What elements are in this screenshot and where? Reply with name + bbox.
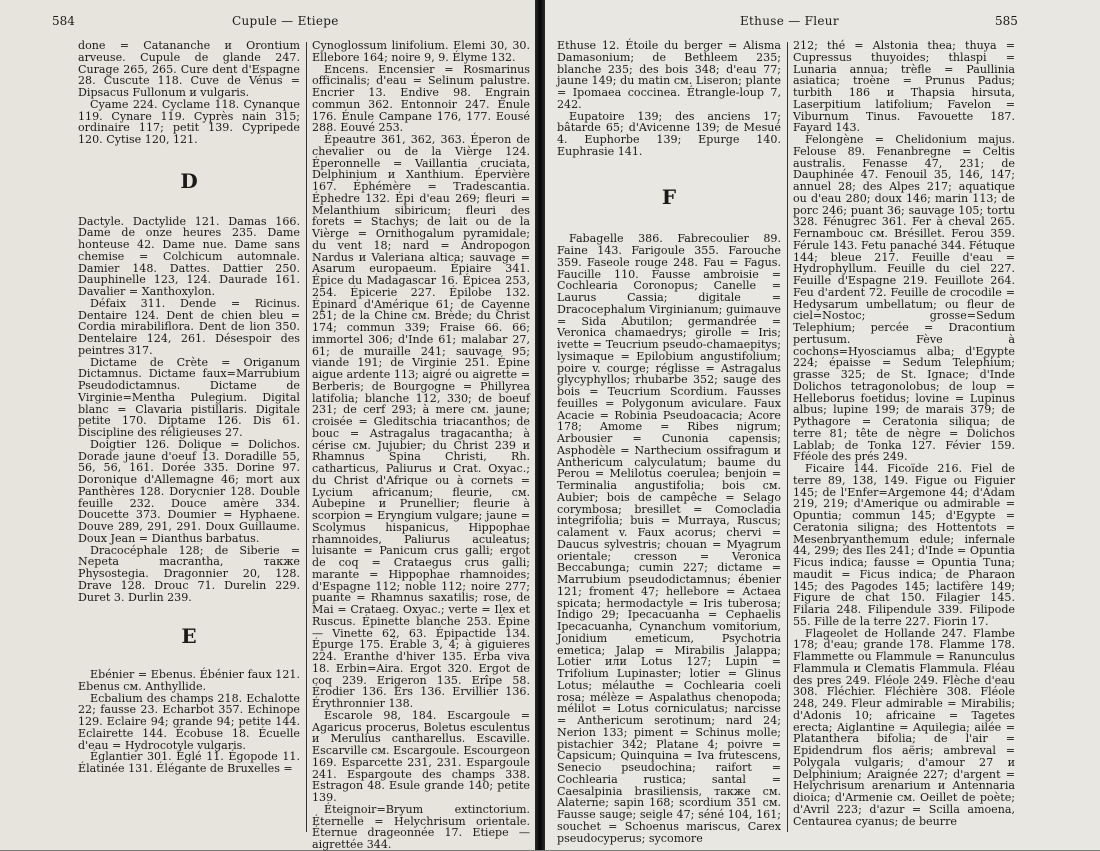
left-column-1 [78, 40, 300, 835]
entry-paragraph: Flageolet de Hollande 247. Flambe 178; d'eau; grande 178. Flamme 178. Flammette ou Flammule = Ranunculus Flammula и Clematis Flammula. Fléau des pres 249. Fléole 249. Flèche d'eau 308. Fléchier. Fléchière 308. Fléole 248, 249. Fleur admirable = Mirabilis; d'Adonis 10; africaine = Tagetes erecta; Aiglantine = Aquilegia; ailée = Platanthera bifolia; de l'air = Epidendrum flos aëris; ambreval = Polygala vulgaris; d'amour 27 и Delphinium; Araignée 227; d'argent = Helychrisum arenarium и Antennaria dioica; d'Armenie см. Oeillet de poète; d'Avril 223; d'azur = Scilla amoena, Centaurea cyanus; de beurre [793, 626, 1015, 828]
column-rule [787, 42, 788, 832]
entry-paragraph: Dracocéphale 128; de Siberie = Nepeta macrantha, также Physostegia. Dragonnier 20, 128. Drave 128. Drouc 71. Durelin 229. Duret 3. Durlin 239. [78, 543, 300, 604]
entry-paragraph: Ebénier = Ebenus. Ébénier faux 121. Ebenus см. Anthyllide. [78, 668, 300, 693]
entry-paragraph: Fabagelle 386. Fabrecoulier 89. Faine 143. Farigoule 355. Farouche 359. Faseole rouge 248. Fau = Fagus. Faucille 110. Fausse ambroisie = Cochlearia Coronopus; Canelle = Laurus Cassia; digitale = Dracocephalum Virginianum; guimauve = Sida Abutilon; germandrée = Veronica chamaedrys; girolle = Iris; ivette = Teucrium pseudo-chamaepitys; lysimaque = Epilobium angustifolium; poire v. courge; réglisse = Astragalus glycyphyllos; rhubarbe 352; sauge des bois = Teucrium Scordium. Fausses feuilles = Polygonum aviculare. Faux Acacie = Robinia Pseudoacacia; Acore 178; Amome = Ribes nigrum; Arbousier = Cunonia capensis; Asphodèle = Narthecium ossifragum и Anthericum calyculatum; baume du Perou = Melilotus coerulea; benjoin = Terminalia angustifolia; bois см. Aubier; bois de campêche = Selago corymbosa; bresillet = Comocladia integrifolia; buis = Murraya, Ruscus; calament v. Faux acorus; chervi = Daucus sylvestris; chouan = Myagrum orientale; cresson = Veronica Beccabunga; cumin 227; dictame = Marrubium pseudodictamnus; ébenier 121; froment 47; hellebore = Actaea spicata; hermodactyle = Iris tuberosa; Indigo 29; Ipecacuanha = Cephaelis Ipecacuanha, Cynanchum vomitorium, Jonidium emeticum, Psychotria emetica; Jalap = Mirabilis Jalappa; Lotier или Lotus 127; Lupin = Trifolium Lupinaster; lotier = Glinus Lotus; mélauthe = Cochlearia coeli rosa; mélèze = Aspalathus chenopoda; mélilot = Lotus corniculatus; narcisse = Anthericum serotinum; nard 24; Nerion 133; piment = Schinus molle; pistachier 342; Platane 4; poivre = Capsicum; Quinquina = Iva frutescens, Senecio pseudochina; raifort = Cochlearia rustica; santal = Caesalpinia brasiliensis, также см. Alaterne; sapin 168; scordium 351 см. Fausse sauge; seigle 47; séné 104, 161; souchet = Schoenus mariscus, Carex pseudocyperus; sycomore [557, 232, 781, 845]
section-letter-e: E [181, 624, 197, 649]
entry-paragraph: Doigtier 126. Dolique = Dolichos. Dorade jaune d'oeuf 13. Doradille 55, 56, 56, 161. Dorée 335. Dorine 97. Doronique d'Allemagne 46; mort aux Panthères 128. Dorycnier 128. Double feuille 232. Douce amère 334. Doucette 373. Doumier = Hyphaene. Douve 289, 291, 291. Doux Guillaume. Doux Jean = Dianthus barbatus. [78, 437, 300, 545]
column-rule [306, 42, 307, 832]
section-letter-f: F [661, 184, 677, 209]
entry-paragraph: Eupatoire 139; des anciens 17; bâtarde 65; d'Avicenne 139; de Mesué 4. Euphorbe 139; Epurge 140. Euphrasie 141. [557, 109, 781, 158]
right-page-number: 585 [995, 14, 1018, 28]
entry-paragraph: Felongène = Chelidonium majus. Felouse 89. Fenanbregne = Celtis australis. Fenasse 47, 231; de Dauphinée 47. Fenouil 35, 146, 147; annuel 28; des Alpes 217; aquatique ou d'eau 280; doux 146; marin 113; de porc 246; puant 36; sauvage 105; tortu 328. Fénugrec 361. Fer à cheval 265. Fernambouc см. Brésillet. Ferou 359. Férule 143. Fetu panaché 344. Fétuque 144; bleue 217. Feuille d'eau = Hydrophyllum. Feuille du ciel 227. Feuille d'Espagne 219. Feuillote 264. Feu d'ardent 72. Feuille de crocodile = Hedysarum umbellatum; ou fleur de ciel=Nostoc; grosse=Sedum Telephium; percée = Dracontium pertusum. Fève à cochons=Hyosciamus alba; d'Egypte 224; épaisse = Sedum Telephium; grasse 325; de St. Ignace; d'Inde Dolichos tetragonolobus; de loup = Helleborus foetidus; lovine = Lupinus albus; lupine 199; de marais 379; de Pythagore = Ceratonia siliqua; de terre 81; tête de nègre = Dolichos Lablab; de Tonka 127. Févier 159. Fféole des prés 249. [793, 133, 1015, 464]
entry-paragraph: Défaix 311. Dende = Ricinus. Dentaire 124. Dent de chien bleu = Cordia mirabiliflora. Dent de lion 350. Dentelaire 124, 261. Désespoir des peintres 317. [78, 296, 300, 357]
entry-paragraph: Encens. Encensier = Rosmarinus officinalis; d'eau = Selinum palustre. Encrier 13. Endive 98. Engrain commun 362. Entonnoir 247. Énule 176. Énule Campane 176, 177. Eousé 288. Eouvé 253. [312, 62, 530, 135]
entry-paragraph: Épeautre 361, 362, 363. Éperon de chevalier ou de la Vièrge 124. Éperonnelle = Vaillantia cruciata, Delphinium и Xanthium. Épervière 167. Éphémère = Tradescantia. Éphedre 132. Épi d'eau 269; fleuri = Melanthium sibiricum; fleuri des forets = Stachys; de lait ou de la Vièrge = Ornithogalum pyramidale; du vent 18; nard = Andropogon Nardus и Valeriana altica; sauvage = Asarum europaeum. Épiaire 341. Épice du Madagascar 16. Épicea 253, 254. Épicerie 227. Épilobe 132. Épinard d'Amérique 61; de Cayenne 251; de la Chine см. Brède; du Christ 174; commun 339; Fraise 66. 66; immortel 306; d'Inde 61; malabar 27, 61; de muraille 241; sauvage 95; viande 191; de Virginie 251. Épine aigue ardente 113; aigré ou aigrette = Berberis; de Bourgogne = Phillyrea latifolia; blanche 112, 330; de boeuf 231; de cerf 293; à mere см. jaune; croisée = Gleditschia triacanthos; de bouc = Astragalus tragacantha; à cérise см. Jujubier; du Christ 239 и Rhamnus Spina Christi, Rh. catharticus, Paliurus и Crat. Oxyac.; du Christ d'Afrique ou à cornets = Lycium africanum; fleurie, см. Aubepine и Prunellier; fleurie à scorpion = Eryngium vulgare; jaune = Scolymus hispanicus, Hippophae rhamnoides, Paliurus aculeatus; luisante = Panicum crus galli; ergot de coq = Crataegus crus galli; marante = Hippophae rhamnoides; d'Espagne 112; noble 112; noire 277; puante = Rhamnus saxatilis; rose, de Mai = Crataeg. Oxyac.; verte = Ilex et Ruscus. Épinette blanche 253. Épine — Vinette 62, 63. Épipactide 134. Épurge 175. Érable 3, 4; à giguieres 224. Eranthe d'hiver 135. Erba viva 18. Erbin=Aira. Ergot 320. Ergot de coq 239. Erigeron 135. Erîpe 58. Érodier 136. Ers 136. Ervillier 136. Érythronnier 138. [312, 133, 530, 710]
entry-paragraph: Escarole 98, 184. Escargoule = Agaricus procerus, Boletus esculentus и Merulius cantharellus. Escaville. Escarville см. Escargoule. Escourgeon 169. Esparcette 231, 231. Espargoule 241. Espargoute des champs 338. Estragon 48. Esule grande 140; petite 139. [312, 708, 530, 804]
entry-paragraph: Églantier 301. Églé 11. Égopode 11. Élatinée 131. Élégante de Bruxelles = [78, 750, 300, 775]
left-page [0, 0, 535, 850]
entry-paragraph: Dictame de Crète = Origanum Dictamnus. Dictame faux=Marrubium Pseudodictamnus. Dictame de Virginie=Mentha Pulegium. Digital blanc = Clavaria pistillaris. Digitale petite 170. Diptame 126. Dis 61. Discipline des réligieuses 27. [78, 355, 300, 439]
entry-paragraph: Ficaire 144. Ficoïde 216. Fiel de terre 89, 138, 149. Figue ou Figuier 145; de l'Enfer=Argemone 44; d'Adam 219, 219; d'Amerique ou admirable = Opuntia; commun 145; d'Egypte = Ceratonia siligna; des Hottentots = Mesenbryanthemum edule; infernale 44, 299; des Iles 241; d'Inde = Opuntia Ficus indica; fausse = Opuntia Tuna; maudit = Ficus indica; de Pharaon 145; des Pagodes 145; lactifère 149; Figure de chat 150. Filagier 145. Filaria 248. Filipendule 339. Filipode 55. Fille de la terre 227. Fiorin 17. [793, 462, 1015, 628]
left-running-head: Cupule — Etiepe [232, 14, 339, 28]
right-page [545, 0, 1100, 850]
left-page-number: 584 [52, 14, 75, 28]
entry-paragraph: Ethuse 12. Étoile du berger = Alisma Damasonium; de Bethleem 235; blanche 235; des bois 348; d'eau 77; jaune 149; du matin см. Liseron; plante = Ipomaea coccinea. Étrangle-loup 7, 242. [557, 39, 781, 111]
entry-paragraph: Dactyle. Dactylide 121. Damas 166. Dame de onze heures 235. Dame honteuse 42. Dame nue. Dame sans chemise = Colchicum automnale. Damier 148. Dattes. Dattier 250. Dauphinelle 123, 124. Daurade 161. Davalier = Xanthoxylon. [78, 214, 300, 298]
entry-paragraph: 212; thé = Alstonia thea; thuya = Cupressus thuyoides; thlaspi = Lunaria annua; trèfle = Paullinia asiatica; troène = Prunus Padus; turbith 186 и Thapsia hirsuta, Laserpitium latifolium; Favelon = Viburnum Tinus. Favouette 187. Fayard 143. [793, 39, 1015, 135]
entry-paragraph: Cyame 224. Cyclame 118. Cynanque 119. Cynare 119. Cyprès nain 315; ordinaire 117; petit 139. Cypripede 120. Cytise 120, 121. [78, 97, 300, 146]
entry-paragraph: done = Catananche и Orontium arveuse. Cupule de glande 247. Curage 265, 265. Cure dent d'Espagne 28. Cuscute 118. Cuve de Vénus = Dipsacus Fullonum и vulgaris. [78, 39, 300, 99]
book-gutter [535, 0, 545, 850]
left-column-2 [312, 39, 530, 851]
entry-paragraph: Ecbalium des champs 218. Echalotte 22; fausse 23. Echarbot 357. Echinope 129. Eclaire 94; grande 94; petite 144. Eclairette 144. Écobuse 18. Écuelle d'eau = Hydrocotyle vulgaris. [78, 691, 300, 752]
right-column-1 [557, 39, 781, 845]
section-letter-d: D [180, 168, 198, 193]
entry-paragraph: Éteignoir=Bryum extinctorium. Éternelle = Helychrisum orientale. Éternue drageonnée 17. Etiepe — aigrettée 344. [312, 802, 530, 851]
right-running-head: Ethuse — Fleur [740, 14, 839, 28]
right-column-2 [793, 40, 1015, 835]
entry-paragraph: Cynoglossum linifolium. Elemi 30, 30. Ellebore 164; noire 9, 9. Élyme 132. [312, 39, 530, 64]
